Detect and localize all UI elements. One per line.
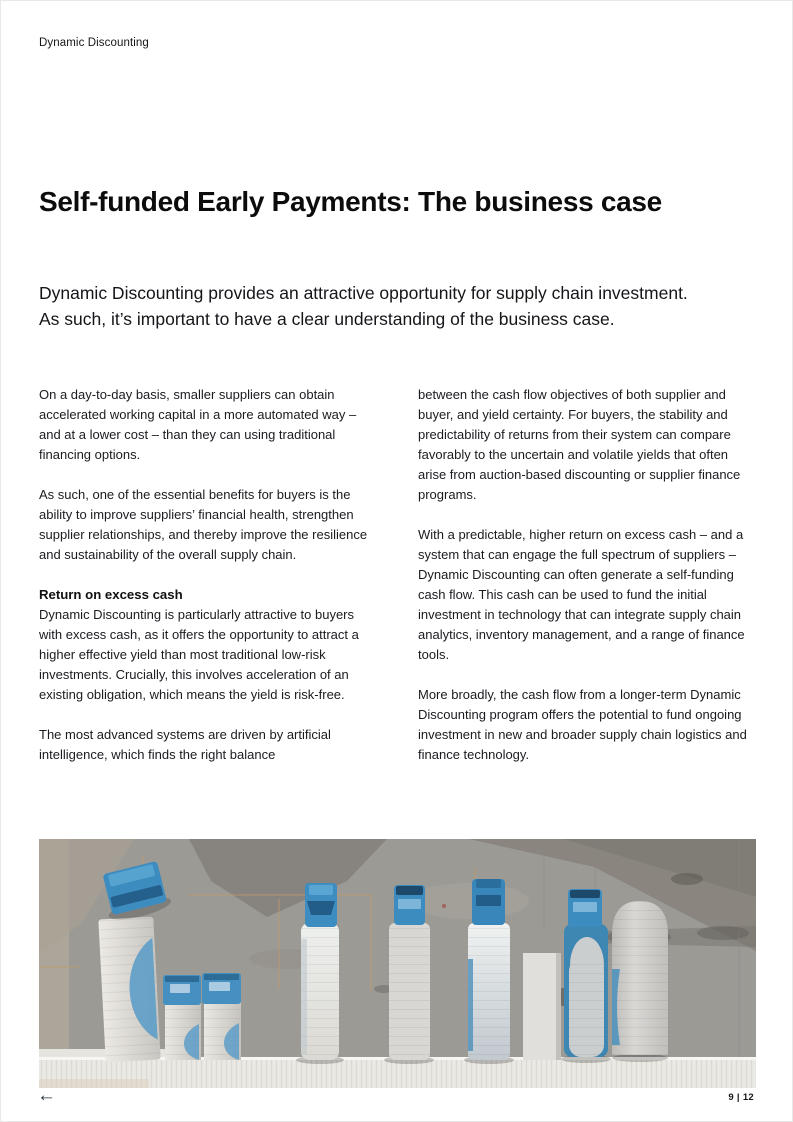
paragraph: Dynamic Discounting is particularly attractive to buyers with excess cash, as it offers the opportunity to attract a higher effective yield than most traditional low-risk investments. Crucially, this involves acceleration of an existing obligation, which means the yield is risk-free. — [39, 607, 359, 702]
section-heading: Return on excess cash — [39, 587, 183, 602]
paragraph: On a day-to-day basis, smaller suppliers can obtain accelerated working capital in a more automated way – and at a lower cost – than they can using traditional financing options. — [39, 387, 357, 462]
right-column — [418, 385, 758, 785]
back-arrow-icon[interactable]: ← — [37, 1085, 56, 1106]
page-number: 9 | 12 — [728, 1092, 754, 1103]
paragraph: between the cash flow objectives of both supplier and buyer, and yield certainty. For buyers, the stability and predictability of returns from their system can compare favorably to the uncertain and volatile yields that often arise from auction-based discounting or supplier finance programs. — [418, 387, 741, 502]
left-column — [39, 385, 379, 785]
lead-paragraph: Dynamic Discounting provides an attractive opportunity for supply chain investment. As such, it’s important to have a clear understanding of the business case. — [39, 283, 688, 329]
paragraph: With a predictable, higher return on excess cash – and a system that can engage the full spectrum of suppliers – Dynamic Discounting can often generate a self-funding cash flow. This cash can be used to fund the initial investment in technology that can integrate supply chain analytics, inventory management, and a range of finance tools. — [418, 527, 745, 662]
running-title: Dynamic Discounting — [39, 37, 149, 49]
page-title: Self-funded Early Payments: The business case — [39, 185, 662, 217]
body-columns — [39, 385, 758, 785]
paragraph: As such, one of the essential benefits for buyers is the ability to improve suppliers’ financial health, strengthen supplier relationships, and thereby improve the resilience and sustainability of the overall supply chain. — [39, 487, 368, 562]
trucks-aerial-photo — [39, 839, 756, 1088]
paragraph: More broadly, the cash flow from a longer-term Dynamic Discounting program offers the potential to fund ongoing investment in new and broader supply chain logistics and finance technology. — [418, 687, 747, 762]
paragraph: The most advanced systems are driven by artificial intelligence, which finds the right balance — [39, 727, 331, 762]
